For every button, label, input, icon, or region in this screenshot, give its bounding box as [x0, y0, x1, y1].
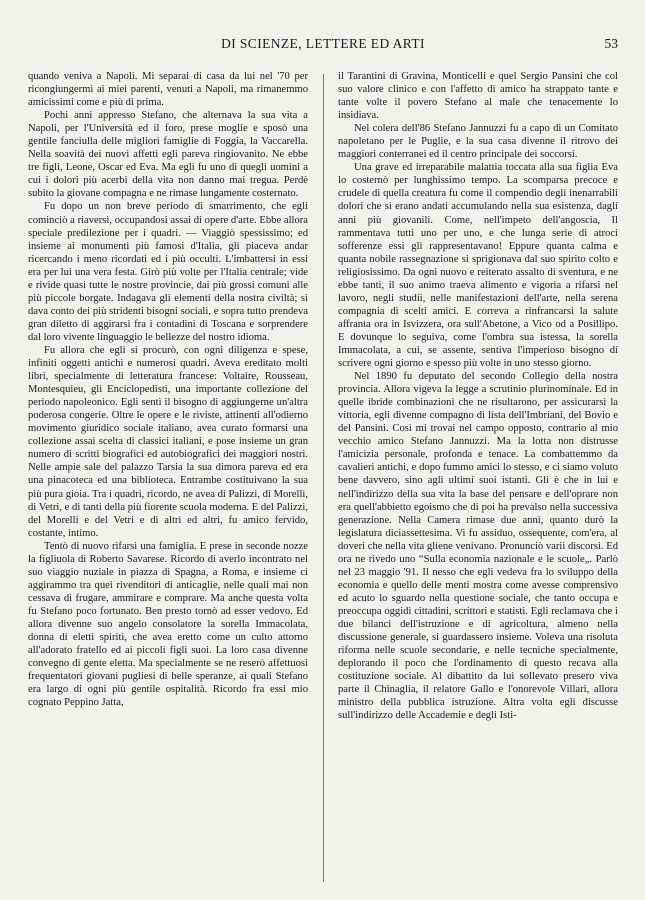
paragraph: Pochi anni appresso Stefano, che alternava la sua vita a Napoli, per l'Università ed il foro, prese moglie e sposò una gentile fanciulla delle migliori famiglie di Foggia, la Vaccarella. Nella soavità dei nuovi affetti egli pareva ringiovanito. Ne ebbe tre figli, Leone, Oscar ed Eva. Ma egli fu uno di quegli uomini a cui i dolori più acerbi della vita non danno mai tregua. Perdè subito la giovane compagna e ne rimase lungamente costernato.	[28, 110, 308, 200]
right-column	[338, 70, 618, 888]
paragraph: quando veniva a Napoli. Mi separai di casa da lui nel '70 per ricongiungermi ai miei parenti, venuti a Napoli, ma rimanemmo amicissimi come e più di prima.	[28, 71, 308, 109]
paragraph: Fu dopo un non breve periodo di smarrimento, che egli cominciò a riaversi, occupandosi assai di opere d'arte. Ebbe allora speciale predilezione per i quadri. — Viaggiò spessissimo; ed insieme ai monumenti più famosi d'Italia, gli piaceva andar ricercando i meno ricordati ed i più occulti. L'imbattersi in essi era per lui una vera festa. Girò più volte per l'Italia centrale; vide e rivide quasi tutte le nostre provincie, dai più grossi comuni alle più piccole borgate. Indagava gli elementi della nostra civiltà; si dava conto dei più stridenti bisogni sociali, e sopra tutto prendeva gran diletto di aggirarsi fra i contadini di Toscana e sorprendere dal loro vivente linguaggio le bellezze del nostro idioma.	[28, 201, 308, 343]
paragraph: Fu allora che egli si procurò, con ogni diligenza e spese, infiniti oggetti antichi e numerosi quadri. Aveva ereditato molti libri, specialmente di letteratura francese: Voltaire, Rousseau, Montesquieu, gli Enciclopedisti, una importante collezione del periodo napoleonico. Egli sentì il bisogno di aggiungerne un'altra poderosa congerie. Oltre le opere e le riviste, attinenti all'odierno movimento giuridico sociale italiano, avea curato formarsi una collezione assai scelta di classici italiani, e pose insieme un gran numero di scritti biografici ed autobiografici dei maggiori nostri. Nelle ampie sale del palazzo Tarsia la sua dimora pareva ed era una pinacoteca ed una biblioteca. Entrambe costituivano la sua più pura gioia. Tra i quadri, ricordo, ne avea di Palizzi, di Morelli, di Vetri, e di tanti della più fiorente scuola moderna. E del Palizzi, del Morelli e del Vetri e di altri ed altri, fu amico fervido, costante, intimo.	[28, 344, 308, 539]
paragraph: il Tarantini di Gravina, Monticelli e quel Sergio Pansini che col suo valore clinico e con l'affetto di amico ha strappato tante e tante volte il povero Stefano al male che tenacemente lo insidiava.	[338, 71, 618, 122]
left-column	[28, 70, 308, 888]
paragraph: Una grave ed irreparabile malattia toccata alla sua figlia Eva lo costernò per lunghissimo tempo. La scomparsa precoce e crudele di quella creatura fu come il compendio degli inenarrabili dolori che si erano andati accumulando nella sua esistenza, dagli anni più giovanili. Come, nell'impeto dell'angoscia, Il rammentava tutti uno per uno, e che lunga serie di atroci sofferenze essi gli rappresentavano! Eppure quanta calma e quanta nobile rassegnazione si sprigionava dal suo spirito colto e religiosissimo. Da ogni nuovo e reiterato assalto di sventura, e ne ebbe tanti, il suo animo traeva alimento e vigoria a rifarsi nel lavoro, negli studii, nelle manifestazioni dell'arte, nella serena compagnia di scelti amici. E correva a rinfrancarsi la salute affranta ora in Isvizzera, ora sull'Abetone, a Vico od a Posillipo. E dovunque lo seguiva, come l'ombra sua istessa, la sorella Immacolata, a cui, se assente, sentiva l'imperioso bisogno di scrivere ogni giorno e spesso più volte in uno stesso giorno.	[338, 162, 618, 370]
page-header	[28, 36, 618, 54]
paragraph: Nel 1890 fu deputato del secondo Collegio della nostra provincia. Allora vigeva la legge a scrutinio plurinominale. Ed in quelle ibride combinazioni che ne risultarono, per assicurarsi la vittoria, egli divenne compagno di lista dell'Imbriani, del Bovio e del Pansini. Così mi trovai nel campo opposto, contrario al mio vecchio amico Stefano Jannuzzi. Ma la lotta non distrusse l'amicizia personale, profonda e tenace. La combattemmo da cavalieri antichi, e dopo fummo amici lo stesso, e ci siamo voluto bene davvero, sino agli ultimi suoi istanti. Gli è che in lui e nell'indirizzo della sua vita la base del pensare e dell'oprare non era quell'abbietto egoismo che di poi ha prevalso nella successiva generazione. Nella Camera rimase due anni, quanto durò la legislatura diciassettesima. Vi fu assiduo, ossequente, com'era, al doveri che nella vita gliene venivano. Pronunciò varii discorsi. Ed ora ne rivedo uno “Sulla economia nazionale e le scuole„. Parlò nel 23 maggio '91. Il nesso che egli vedeva fra lo sviluppo della economia e quello delle menti mostra come avesse comprensivo ed acuto lo sguardo nella questione sociale, che tanto occupa e preoccupa oggidì cittadini, scrittori e statisti. Egli reclamava che i due bilanci dell'istruzione e di agricoltura, almeno nella discussione generale, si guardassero insieme. Voleva una risoluta riforma nelle scuole secondarie, e nelle tecniche specialmente, deplorando il poco che l'ordinamento di questo recava alla costituzione sociale. Al dibattito da lui sollevato presero viva parte il Chinaglia, il relatore Gallo e l'onorevole Villari, allora ministro della pubblica istruzione. Altra volta egli discusse sull'indirizzo delle Accademie e degli Isti-	[338, 371, 618, 722]
running-title: DI SCIENZE, LETTERE ED ARTI	[221, 36, 425, 51]
paragraph: Nel colera dell'86 Stefano Jannuzzi fu a capo di un Comitato napoletano per le Puglie, e la sua casa divenne il ritrovo dei maggiori conterranei ed il centro principale dei soccorsi.	[338, 123, 618, 161]
page-number: 53	[604, 36, 618, 51]
text-columns	[28, 70, 618, 888]
paragraph: Tentò di nuovo rifarsi una famiglia. E prese in seconde nozze la figliuola di Roberto Savarese. Ricordo di averlo incontrato nel suo viaggio nuziale in piazza di Spagna, a Roma, e insieme ci aggirammo tra quei rivenditori di anticaglie, nelle quali mai non cessava di frugare, ammirare e comprare. Ma anche questa volta fu Stefano poco fortunato. Ben presto tornò ad esser vedovo. Ed allora divenne suo angelo consolatore la sorella Immacolata, donna di eletti spiriti, che avea eretto come un culto attorno all'adorato fratello ed ai piccoli figli suoi. La loro casa divenne convegno di gente eletta. Ma specialmente se ne reserò affettuosi frequentatori giovani pugliesi di belle speranze, ai quali Stefano era largo di ogni più gentile ospitalità. Ricordo fra essi mio cognato Peppino Jatta,	[28, 540, 308, 709]
column-divider	[323, 74, 324, 882]
